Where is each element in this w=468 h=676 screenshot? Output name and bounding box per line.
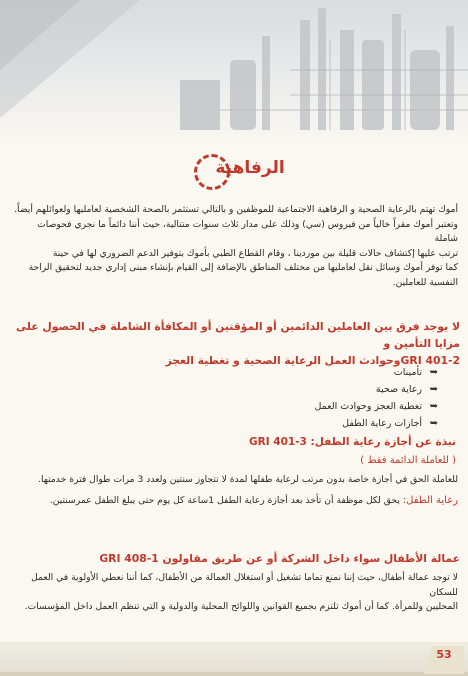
child-labor-heading: عمالة الأطفال سواء داخل الشركة أو عن طريق مقاولون GRI 408-1 [99,552,460,565]
list-item [238,415,438,432]
list-item-label: أجازات رعاية الطفل [342,418,422,429]
benefits-heading-line: GRI 401-2وحوادث العمل الرعاية الصحية و تغطية العجز [165,354,460,367]
refinery-header-image [0,0,468,150]
intro-line: ترتب عليها إكتشاف حالات قليلة بين موردينا ، وقام القطاع الطبي بأموك بتوفير الدعم الضروري لها في حينة [52,247,458,259]
section-title-emblem [150,152,320,194]
intro-paragraph [12,203,458,290]
list-item [238,398,438,415]
intro-line: أموك تهتم بالرعاية الصحية و الرفاهية الاجتماعية للموظفين و بالتالي تستثمر بالصحة الشخصية لعامليها ولعوائلهم أيضاً. [14,204,458,215]
footer-band [0,642,468,676]
footer-stripe [0,672,468,676]
section-title: الرفاهية [215,158,285,178]
list-item [238,381,438,398]
list-item-label: تغطية العجز وحوادث العمل [314,401,422,412]
benefits-list [238,364,438,432]
page-number: 53 [436,648,452,661]
arrow-bullet-icon: ➥ [429,401,438,412]
intro-line: وتعتبر أموك مقراً خالياً من فيروس (سي) وذلك على مدار ثلاث سنوات متتالية، حيث أننا دائماً ما نجري فحوصات شاملة [37,218,458,244]
child-care-line [12,494,458,509]
child-care-label: رعاية الطفل: [402,494,458,506]
child-leave-line: للعاملة الحق في أجازة خاصة بدون مرتب لرعاية طفلها لمدة لا تتجاوز سنتين ولعدد 3 مرات طوال فترة خدمتها. [38,474,458,485]
list-item-label: تأمينات [393,367,422,378]
child-labor-text [12,571,458,615]
list-item [238,364,438,381]
benefits-heading [10,318,460,369]
child-leave-note: ( للعاملة الدائمة فقط ) [360,455,456,466]
intro-line: النفسية للعاملين. [392,276,458,288]
child-labor-line: المحليين وللمرأة. كما أن أموك تلتزم بجميع القوانين واللوائح المحلية والدولية و التي تنظم العمل داخل المؤسسات. [24,601,458,612]
child-leave-text [12,473,458,508]
intro-line: كما توفر أموك وسائل نقل لعامليها من مختلف المناطق بالإضافة إلى القيام بإنشاء مبنى إداري جديد لتحقيق الراحة [28,262,458,273]
arrow-bullet-icon: ➥ [429,418,438,429]
list-item-label: رعاية صحية [375,384,422,395]
arrow-bullet-icon: ➥ [429,384,438,395]
child-leave-heading: نبذة عن أجازة رعاية الطفل: GRI 401-3 [249,436,456,448]
arrow-bullet-icon: ➥ [429,367,438,378]
refinery-silhouette [0,0,468,150]
child-care-text: يحق لكل موظفة أن تأخذ بعد أجازة رعاية الطفل 1ساعة كل يوم حتى يبلغ الطفل عمرسنتين. [49,494,403,506]
benefits-heading-line: لا يوجد فرق بين العاملين الدائمين أو المؤقتين أو المكافأة الشاملة في الحصول على مزايا التأمين و [15,320,460,350]
child-labor-line: لا توجد عمالة أطفال، حيث إننا نمنع تماما تشغيل أو استغلال العمالة من الأطفال، كما أننا نعطي الأولوية في العمل للسكان [31,572,458,598]
